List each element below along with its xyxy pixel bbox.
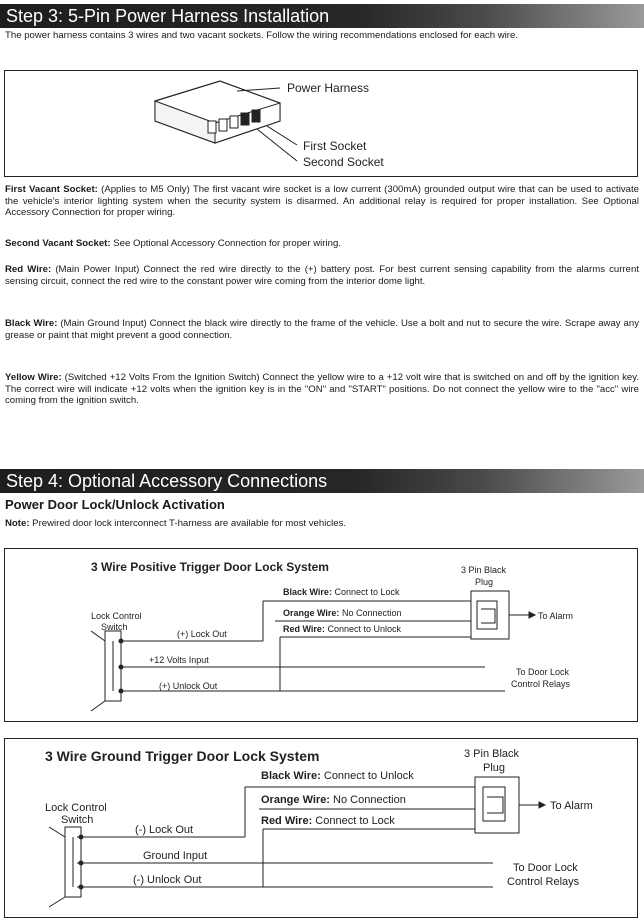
paragraph-black-wire: Black Wire: (Main Ground Input) Connect the black wire directly to the frame of the vehicle. Use a bolt and nut to secure the wire. Scrape away any grease or paint that might prevent a good connection. <box>5 318 640 341</box>
d2-switch-label-2: Switch <box>61 814 94 826</box>
first-socket-leader <box>267 126 297 145</box>
d2-to-alarm: To Alarm <box>550 800 593 812</box>
d2-unlock-out: (-) Unlock Out <box>133 874 202 886</box>
d2-red-term: Red Wire: <box>261 815 313 827</box>
step4-subtitle: Power Door Lock/Unlock Activation <box>5 497 225 512</box>
step3-heading <box>0 4 644 28</box>
d1-red-term: Red Wire: <box>283 624 325 634</box>
note-label: Note: <box>5 518 30 529</box>
term-yellow-wire: Yellow Wire: <box>5 372 62 383</box>
diagram-positive-trigger <box>4 548 638 722</box>
term-red-wire: Red Wire: <box>5 264 52 275</box>
positive-trigger-wiring <box>5 549 637 721</box>
d1-black-term: Black Wire: <box>283 587 332 597</box>
term-first-socket: First Vacant Socket: <box>5 184 98 195</box>
d2-switch-label-1: Lock Control <box>45 802 107 814</box>
paragraph-first-socket: First Vacant Socket: (Applies to M5 Only) The first vacant wire socket is a low current (300mA) grounded output wire that can be used to activate the vehicle's interior lighting system when the security system is disarmed. An additional relay is required for proper installation. See Optional Accessory Connection for proper wiring. <box>5 184 639 218</box>
d2-black-term: Black Wire: <box>261 770 321 782</box>
d2-orange-term: Orange Wire: <box>261 794 330 806</box>
step4-title: Step 4: Optional Accessory Connections <box>6 471 328 491</box>
diagram1-title: 3 Wire Positive Trigger Door Lock System <box>91 560 329 574</box>
d1-input: +12 Volts Input <box>149 655 209 665</box>
step3-title: Step 3: 5-Pin Power Harness Installation <box>6 6 330 26</box>
d2-relays-1: To Door Lock <box>513 862 578 874</box>
d1-black-text: Connect to Lock <box>331 587 400 597</box>
d1-switch-label-2: Switch <box>101 622 128 632</box>
step4-note: Note: Prewired door lock interconnect T-harness are available for most vehicles. <box>5 518 347 529</box>
paragraph-second-socket: Second Vacant Socket: See Optional Accessory Connection for proper wiring. <box>5 238 341 249</box>
d1-orange-text: No Connection <box>339 608 402 618</box>
harness-figure <box>4 70 638 177</box>
diagram-ground-trigger <box>4 738 638 918</box>
d2-orange-text: No Connection <box>329 794 406 806</box>
d1-relays-1: To Door Lock <box>516 667 570 677</box>
paragraph-yellow-wire: Yellow Wire: (Switched +12 Volts From the Ignition Switch) Connect the yellow wire to a +12 volt wire that is switched on and off by the ignition key. The correct wire will indicate +12 volts when the ignition key is in the "ON" and "START" positions. Do not connect the yellow wire to the "acc" wire coming from the ignition switch. <box>5 372 639 406</box>
svg-text:Black Wire: Connect to Unlock <box>261 770 414 782</box>
svg-text:Red Wire: Connect to Lock <box>261 815 395 827</box>
step4-heading <box>0 469 644 493</box>
d1-unlock-out: (+) Unlock Out <box>159 681 218 691</box>
d2-relays-2: Control Relays <box>507 876 580 888</box>
diagram1-plug-label-2: Plug <box>475 577 494 587</box>
diagram1-plug-label-1: 3 Pin Black <box>461 565 507 575</box>
svg-text:Black Wire: Connect to Lock <box>283 587 400 597</box>
term-black-wire: Black Wire: <box>5 318 58 329</box>
d1-to-alarm: To Alarm <box>538 611 574 621</box>
svg-text:Orange Wire: No Connection <box>283 608 401 618</box>
d1-switch-label-1: Lock Control <box>91 611 142 621</box>
ground-trigger-wiring <box>5 739 637 917</box>
label-second-socket: Second Socket <box>303 155 384 169</box>
svg-text:Orange Wire: No Connection <box>261 794 406 806</box>
d1-orange-term: Orange Wire: <box>283 608 340 618</box>
d2-red-text: Connect to Lock <box>312 815 395 827</box>
paragraph-red-wire: Red Wire: (Main Power Input) Connect the red wire directly to the (+) battery post. For best current sensing capability from the alarms current sensing circuit, connect the red wire to the constant power wire coming from the interior dome light. <box>5 264 639 287</box>
label-first-socket: First Socket <box>303 139 367 153</box>
second-socket-leader <box>257 129 297 161</box>
d2-black-text: Connect to Unlock <box>320 770 414 782</box>
d1-lock-out: (+) Lock Out <box>177 629 227 639</box>
d2-lock-out: (-) Lock Out <box>135 824 194 836</box>
svg-text:Red Wire: Connect to Unlock <box>283 624 401 634</box>
harness-illustration <box>5 71 637 176</box>
step3-intro: The power harness contains 3 wires and two vacant sockets. Follow the wiring recommendations enclosed for each wire. <box>5 30 518 41</box>
term-second-socket: Second Vacant Socket: <box>5 238 111 249</box>
diagram2-plug-label-2: Plug <box>483 762 506 774</box>
d1-red-text: Connect to Unlock <box>324 624 401 634</box>
diagram2-title: 3 Wire Ground Trigger Door Lock System <box>45 748 320 764</box>
diagram2-plug-label-1: 3 Pin Black <box>464 748 520 760</box>
d2-input: Ground Input <box>143 850 208 862</box>
label-power-harness: Power Harness <box>287 81 370 95</box>
d1-relays-2: Control Relays <box>511 679 571 689</box>
